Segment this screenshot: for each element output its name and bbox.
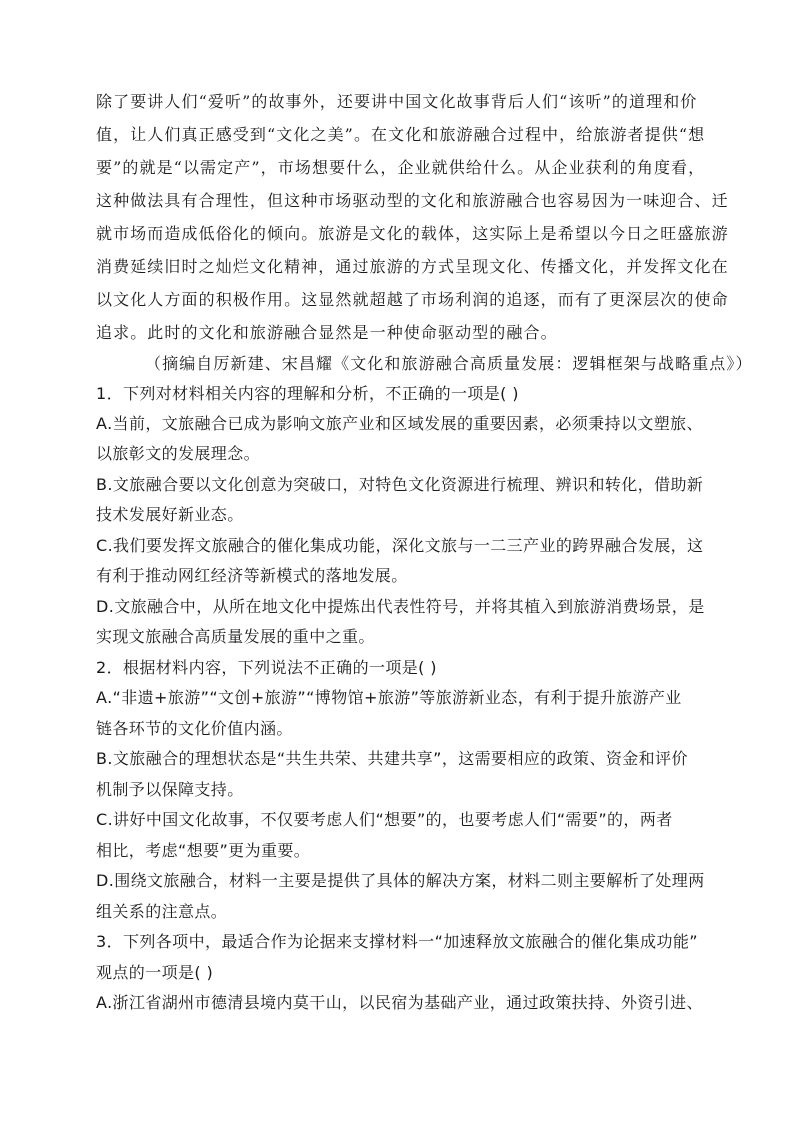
option-line: 以旅彰文的发展理念。: [96, 444, 261, 463]
option-line: C.我们要发挥文旅融合的催化集成功能，深化文旅与一二三产业的跨界融合发展，这: [96, 536, 704, 555]
question-2-stem: 2．根据材料内容，下列说法不正确的一项是( ): [96, 658, 437, 677]
passage-line: 值，让人们真正感受到“文化之美”。在文化和旅游融合过程中，给旅游者提供“想: [96, 125, 706, 144]
question-3-stem: 观点的一项是( ): [96, 963, 214, 982]
passage-line: 要”的就是“以需定产”，市场想要什么，企业就供给什么。从企业获利的角度看，: [96, 158, 706, 177]
option-line: A.“非遗+旅游”“文创+旅游”“博物馆+旅游”等旅游新业态，有利于提升旅游产业: [96, 688, 682, 707]
option-line: 机制予以保障支持。: [96, 780, 244, 799]
option-line: B.文旅融合要以文化创意为突破口，对特色文化资源进行梳理、辨识和转化，借助新: [96, 475, 704, 494]
source-citation: （摘编自厉新建、宋昌耀《文化和旅游融合高质量发展：逻辑框架与战略重点》）: [145, 354, 753, 373]
option-line: D.文旅融合中，从所在地文化中提炼出代表性符号，并将其植入到旅游消费场景，是: [96, 597, 705, 616]
option-line: 组关系的注意点。: [96, 902, 228, 921]
question-3-stem: 3．下列各项中，最适合作为论据来支撑材料一“加速释放文旅融合的催化集成功能”: [96, 932, 698, 951]
option-line: 有利于推动网红经济等新模式的落地发展。: [96, 566, 408, 585]
option-line: 技术发展好新业态。: [96, 505, 244, 524]
passage-line: 除了要讲人们“爱听”的故事外，还要讲中国文化故事背后人们“该听”的道理和价: [96, 92, 698, 111]
question-1-stem: 1．下列对材料相关内容的理解和分析，不正确的一项是( ): [96, 384, 519, 403]
option-line: C.讲好中国文化故事，不仅要考虑人们“想要”的，也要考虑人们“需要”的，两者: [96, 810, 673, 829]
option-line: B.文旅融合的理想状态是“共生共荣、共建共享”，这需要相应的政策、资金和评价: [96, 749, 688, 768]
option-line: A.浙江省湖州市德清县境内莫干山，以民宿为基础产业，通过政策扶持、外资引进、: [96, 993, 703, 1012]
passage-line: 追求。此时的文化和旅游融合显然是一种使命驱动型的融合。: [96, 323, 558, 342]
passage-line: 消费延续旧时之灿烂文化精神，通过旅游的方式呈现文化、传播文化，并发挥文化在: [96, 257, 729, 276]
option-line: 链各环节的文化价值内涵。: [96, 719, 293, 738]
passage-line: 以文化人方面的积极作用。这显然就超越了市场利润的追逐，而有了更深层次的使命: [96, 290, 729, 309]
option-line: A.当前，文旅融合已成为影响文旅产业和区域发展的重要因素，必须秉持以文塑旅、: [96, 414, 703, 433]
option-line: D.围绕文旅融合，材料一主要是提供了具体的解决方案，材料二则主要解析了处理两: [96, 871, 705, 890]
passage-line: 这种做法具有合理性，但这种市场驱动型的文化和旅游融合也容易因为一味迎合、迁: [96, 191, 729, 210]
option-line: 实现文旅融合高质量发展的重中之重。: [96, 627, 375, 646]
passage-line: 就市场而造成低俗化的倾向。旅游是文化的载体，这实际上是希望以今日之旺盛旅游: [96, 224, 729, 243]
option-line: 相比，考虑“想要”更为重要。: [96, 841, 311, 860]
